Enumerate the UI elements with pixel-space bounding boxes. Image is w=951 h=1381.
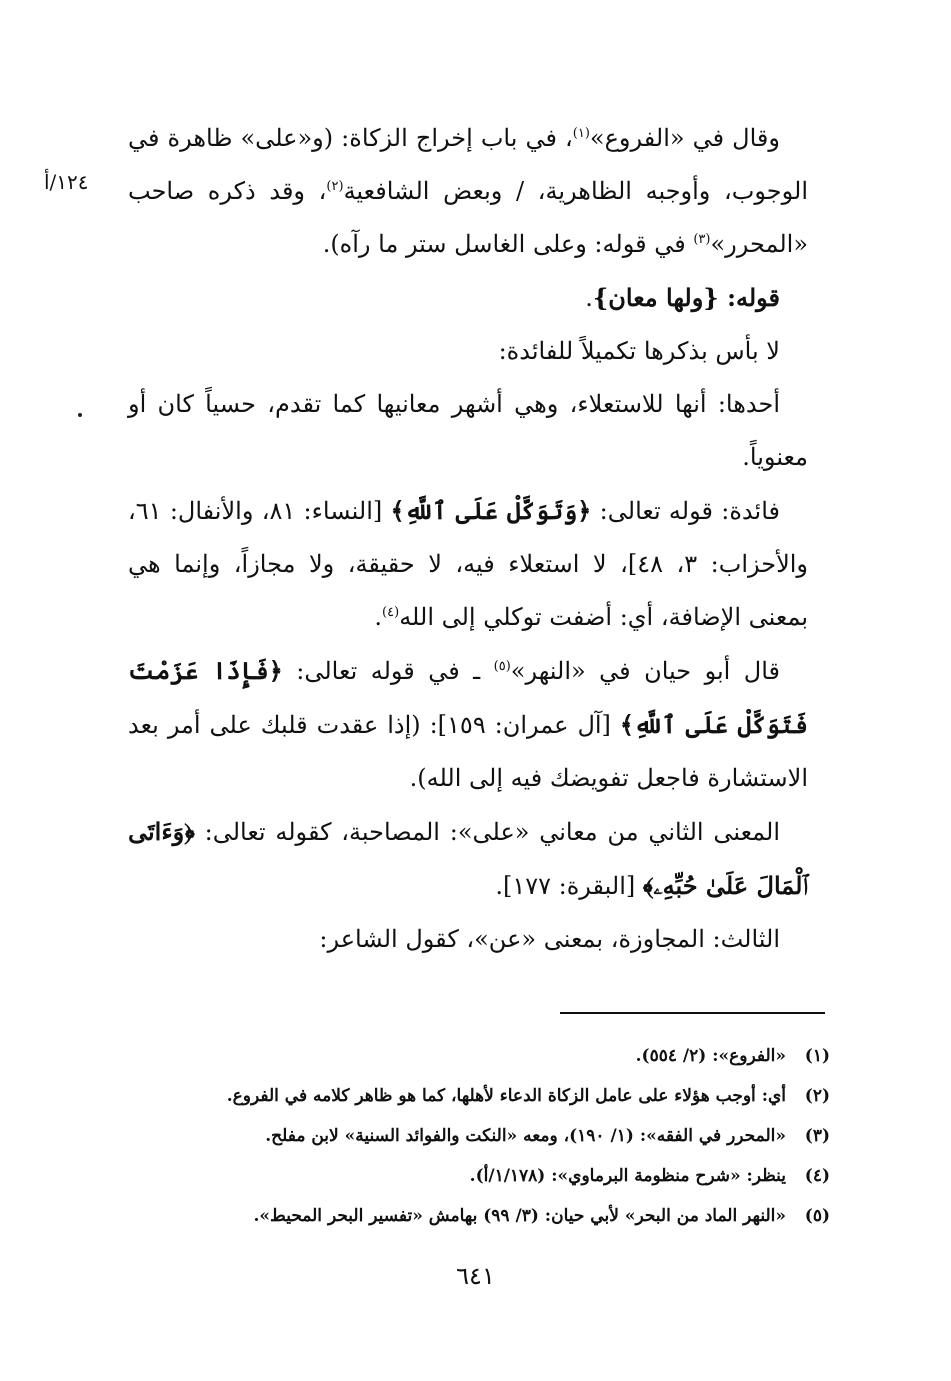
quran-verse: ﴿وَءَاتَى ٱلْمَالَ عَلَىٰ حُبِّهِۦ﴾ bbox=[128, 817, 808, 900]
text-segment: فائدة: قوله تعالى: bbox=[591, 497, 780, 525]
footnote-item bbox=[140, 1076, 830, 1116]
footnote-separator bbox=[560, 1012, 825, 1014]
text-segment: . bbox=[585, 284, 593, 312]
footnote-ref: (٢) bbox=[326, 179, 344, 194]
paragraph bbox=[128, 644, 808, 805]
text-segment: أحدها: أنها للاستعلاء، وهي أشهر معانيها كما تقدم، حسياً كان أو معنوياً. bbox=[128, 390, 808, 471]
text-segment: قال أبو حيان في «النهر» bbox=[510, 657, 780, 685]
text-segment: المعنى الثاني من معاني «على»: المصاحبة، كقوله تعالى: bbox=[194, 818, 780, 846]
text-segment: ـ في قوله تعالى: bbox=[282, 657, 494, 685]
footnote-item bbox=[140, 1156, 830, 1196]
paragraph bbox=[128, 271, 808, 325]
footnote-ref: (٣) bbox=[693, 232, 711, 247]
text-segment: . bbox=[374, 603, 383, 631]
footnote-item bbox=[140, 1196, 830, 1236]
text-segment: ، وقد ذكره صاحب «المحرر» bbox=[128, 177, 808, 258]
text-segment: [آل عمران: ١٥٩]: (إذا عقدت قلبك على أمر بعد الاستشارة فاجعل تفويضك فيه إلى الله). bbox=[128, 711, 808, 792]
footnote-item bbox=[140, 1116, 830, 1156]
page-number: ٦٤١ bbox=[456, 1262, 495, 1290]
paragraph bbox=[128, 805, 808, 913]
footnote-number: (٥) bbox=[804, 1206, 830, 1226]
text-segment: [النساء: ٨١، والأنفال: ٦١، والأحزاب: ٣، ٤٨]، لا استعلاء فيه، لا حقيقة، ولا مجازاً، وإنما هي بمعنى الإضافة، أي: أضفت توكلي إلى الله bbox=[128, 497, 809, 631]
footnote-number: (٤) bbox=[804, 1166, 830, 1186]
footnote-ref: (٥) bbox=[493, 659, 511, 674]
footnote-item bbox=[140, 1036, 830, 1076]
text-segment: في قوله: وعلى الغاسل ستر ما رآه). bbox=[322, 230, 694, 258]
footnote-number: (٢) bbox=[804, 1086, 830, 1106]
paragraph bbox=[128, 325, 808, 378]
quoted-phrase: {ولها معان} bbox=[592, 283, 719, 312]
paragraph bbox=[128, 378, 808, 484]
footnote-text: «الفروع»: (٢/ ٥٥٤). bbox=[635, 1046, 786, 1066]
main-text bbox=[128, 112, 808, 966]
text-segment: الثالث: المجاوزة، بمعنى «عن»، كقول الشاعر: bbox=[319, 925, 780, 953]
paragraph bbox=[128, 112, 808, 271]
footnote-text: ينظر: «شرح منظومة البرماوي»: (١/١٧٨/أ). bbox=[469, 1166, 786, 1186]
text-segment: قوله: bbox=[718, 283, 780, 312]
quran-verse: ﴿وَتَوَكَّلْ عَلَى ٱللَّهِ﴾ bbox=[390, 496, 592, 525]
text-segment: لا بأس بذكرها تكميلاً للفائدة: bbox=[498, 337, 780, 365]
quran-verse: ﴿فَإِذَا عَزَمْتَ فَتَوَكَّلْ عَلَى ٱللَّهِ﴾ bbox=[128, 656, 808, 739]
footnote-number: (١) bbox=[804, 1046, 830, 1066]
text-segment: وقال في «الفروع» bbox=[589, 124, 780, 152]
footnote-ref: (١) bbox=[572, 126, 590, 141]
footnote-number: (٣) bbox=[804, 1126, 830, 1146]
footnote-text: «النهر الماد من البحر» لأبي حيان: (٣/ ٩٩) بهامش «تفسير البحر المحيط». bbox=[253, 1206, 786, 1226]
text-segment: [البقرة: ١٧٧]. bbox=[495, 872, 643, 900]
footnote-text: أي: أوجب هؤلاء على عامل الزكاة الدعاء لأهلها، كما هو ظاهر كلامه في الفروع. bbox=[226, 1086, 786, 1106]
footnotes bbox=[140, 1036, 830, 1236]
footnote-text: «المحرر في الفقه»: (١/ ١٩٠)، ومعه «النكت والفوائد السنية» لابن مفلح. bbox=[265, 1126, 786, 1146]
margin-folio-note: ١٢٤/أ bbox=[44, 170, 89, 194]
footnote-ref: (٤) bbox=[382, 605, 400, 620]
text-segment: ، في باب إخراج الزكاة: (و«على» ظاهرة في الوجوب، وأوجبه الظاهرية، / وبعض الشافعية bbox=[128, 124, 808, 205]
paragraph bbox=[128, 913, 808, 966]
paragraph bbox=[128, 484, 808, 644]
margin-dot bbox=[78, 413, 82, 417]
